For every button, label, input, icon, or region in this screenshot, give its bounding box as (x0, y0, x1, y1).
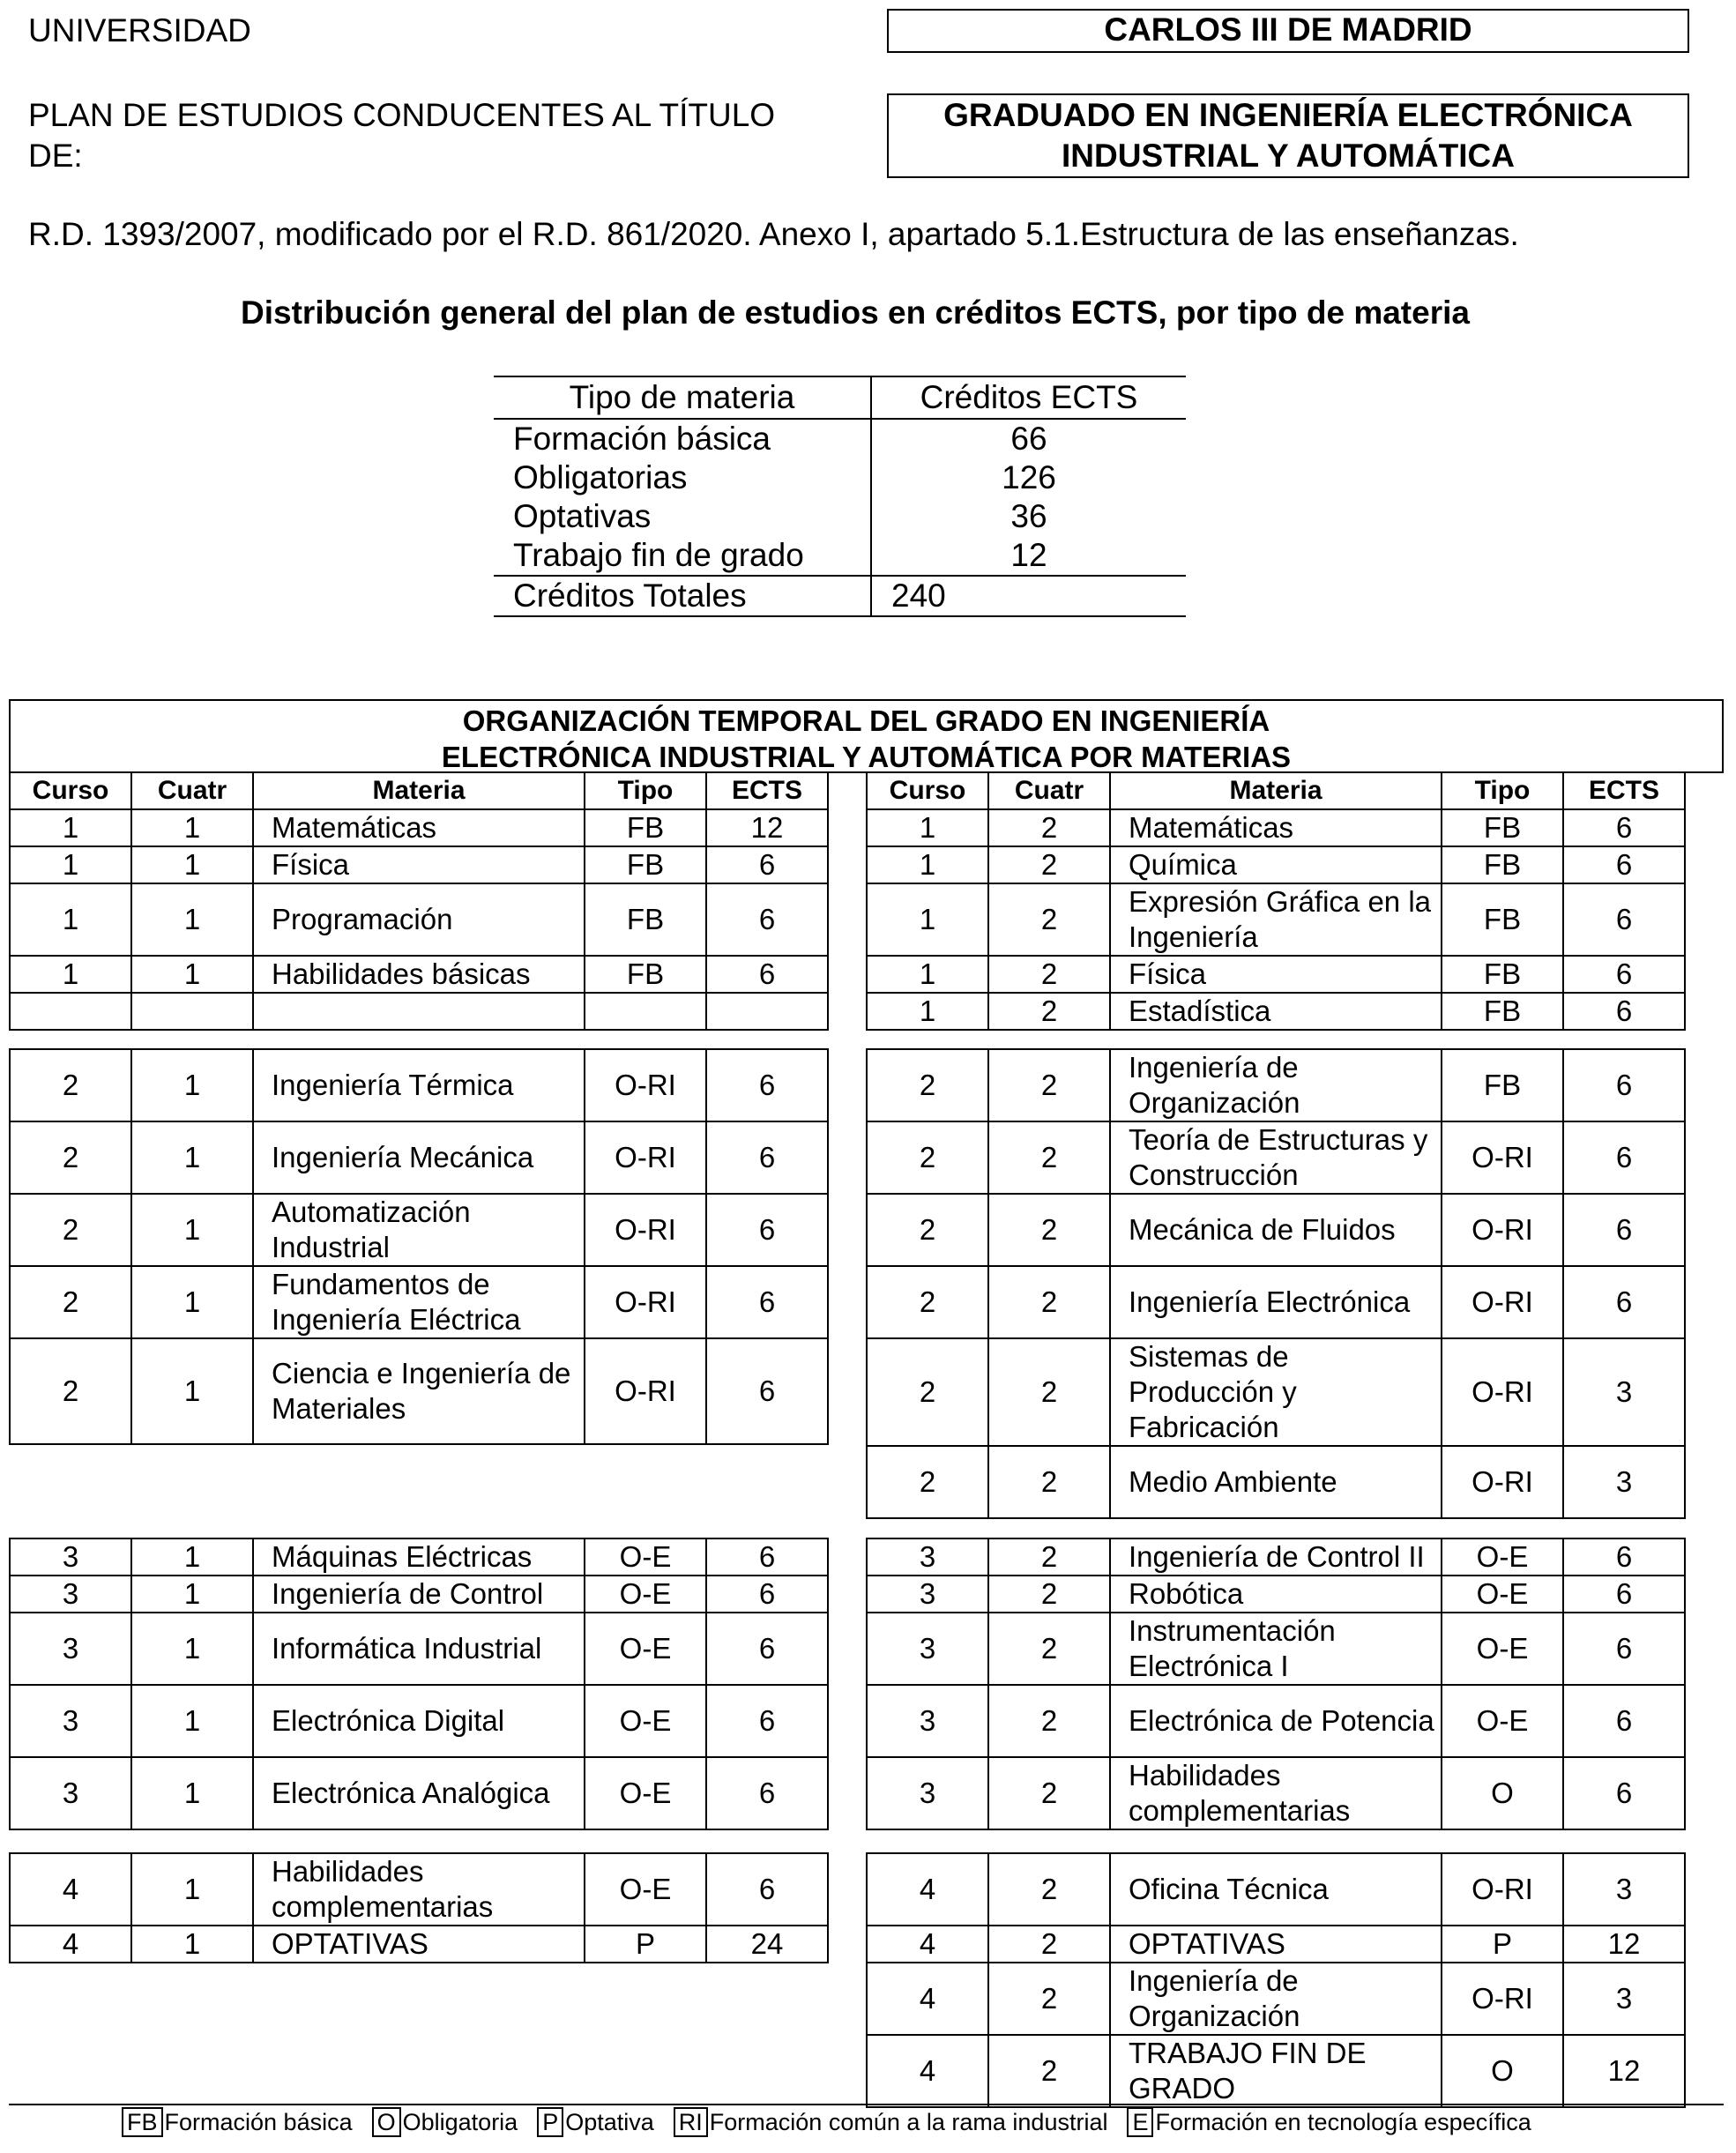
course-tipo: O-RI (1442, 1194, 1563, 1266)
course-cuatr: 1 (131, 1194, 253, 1266)
legend-code: E (1127, 2107, 1153, 2137)
universidad-label: UNIVERSIDAD (28, 12, 251, 48)
summary-tipo: Optativas (513, 498, 652, 534)
course-cuatr: 1 (131, 1338, 253, 1444)
course-curso: 3 (867, 1576, 988, 1613)
course-tipo: P (585, 1926, 706, 1963)
course-tipo: O-RI (585, 1266, 706, 1338)
course-ects: 3 (1563, 1446, 1685, 1518)
course-ects: 24 (706, 1926, 828, 1963)
course-curso: 4 (10, 1926, 131, 1963)
course-ects: 6 (706, 1338, 828, 1444)
course-curso: 1 (10, 883, 131, 956)
course-curso: 4 (867, 2035, 988, 2107)
course-curso: 1 (867, 809, 988, 846)
course-cuatr: 2 (988, 809, 1110, 846)
course-ects: 6 (706, 1576, 828, 1613)
course-row (867, 1266, 1685, 1338)
universidad-name: CARLOS III DE MADRID (1104, 11, 1472, 48)
course-tipo: O-E (585, 1685, 706, 1757)
course-tipo: FB (1442, 883, 1563, 956)
summary-total-value: 240 (871, 576, 1186, 616)
summary-creditos: 36 (871, 497, 1186, 536)
course-materia: Máquinas Eléctricas (253, 1538, 585, 1576)
course-ects: 6 (706, 1613, 828, 1685)
course-materia: Estadística (1110, 993, 1442, 1030)
course-row (867, 883, 1685, 956)
course-ects: 6 (706, 1194, 828, 1266)
course-materia: Teoría de Estructuras y Construcción (1110, 1121, 1442, 1194)
course-cuatr: 2 (988, 1194, 1110, 1266)
course-row (867, 846, 1685, 883)
summary-header-row (494, 376, 1186, 419)
course-materia: OPTATIVAS (253, 1926, 585, 1963)
course-ects: 3 (1563, 1963, 1685, 2035)
course-tipo: O-E (585, 1576, 706, 1613)
course-ects: 12 (1563, 1926, 1685, 1963)
summary-col-tipo: Tipo de materia (494, 376, 871, 419)
course-cuatr: 2 (988, 956, 1110, 993)
course-tipo: O-E (585, 1757, 706, 1829)
course-tipo: O-RI (585, 1338, 706, 1444)
course-materia: Robótica (1110, 1576, 1442, 1613)
course-materia: Oficina Técnica (1110, 1853, 1442, 1926)
course-curso: 2 (10, 1194, 131, 1266)
course-row (10, 1049, 828, 1121)
course-group-left-3 (9, 1538, 829, 1830)
course-header-row (867, 772, 1685, 809)
course-ects: 6 (1563, 1757, 1685, 1829)
course-ects: 6 (1563, 1194, 1685, 1266)
course-materia: Matemáticas (1110, 809, 1442, 846)
course-tipo: FB (585, 956, 706, 993)
course-ects: 3 (1563, 1853, 1685, 1926)
course-cuatr: 2 (988, 1926, 1110, 1963)
course-row (10, 809, 828, 846)
course-tipo: O-E (585, 1538, 706, 1576)
course-curso: 1 (867, 993, 988, 1030)
course-ects: 12 (706, 809, 828, 846)
course-tipo: FB (585, 846, 706, 883)
course-row (10, 883, 828, 956)
legend-code: P (537, 2107, 563, 2137)
course-cuatr: 1 (131, 1576, 253, 1613)
course-ects: 6 (706, 1266, 828, 1338)
titulo-value-line-2: INDUSTRIAL Y AUTOMÁTICA (1062, 138, 1515, 174)
course-ects: 6 (706, 956, 828, 993)
course-materia: Habilidades complementarias (253, 1853, 585, 1926)
course-ects: 6 (706, 1757, 828, 1829)
course-curso: 4 (867, 1926, 988, 1963)
legend-item (537, 2109, 654, 2135)
course-tipo: O (1442, 1757, 1563, 1829)
course-tipo: O (1442, 2035, 1563, 2107)
course-curso: 4 (867, 1853, 988, 1926)
column-header-curso: Curso (10, 772, 131, 809)
course-cuatr: 2 (988, 1613, 1110, 1685)
rd-reference: R.D. 1393/2007, modificado por el R.D. 861/2020. Anexo I, apartado 5.1.Estructura de las enseñanzas. (28, 216, 1519, 252)
summary-creditos: 12 (871, 536, 1186, 576)
course-row (10, 1757, 828, 1829)
column-header-tipo: Tipo (585, 772, 706, 809)
course-ects: 6 (1563, 1685, 1685, 1757)
course-ects: 6 (1563, 1613, 1685, 1685)
course-curso: 1 (10, 846, 131, 883)
course-cuatr: 1 (131, 883, 253, 956)
course-row (10, 1194, 828, 1266)
course-materia: Física (1110, 956, 1442, 993)
org-title (9, 699, 1724, 773)
course-ects: 6 (1563, 956, 1685, 993)
course-row (10, 1926, 828, 1963)
course-cuatr: 2 (988, 1121, 1110, 1194)
titulo-label-line-2: DE: (28, 138, 83, 174)
legend-divider (9, 2104, 1724, 2105)
summary-total-label: Créditos Totales (494, 576, 871, 616)
course-materia: Física (253, 846, 585, 883)
course-row (867, 1685, 1685, 1757)
course-header-row (10, 772, 828, 809)
legend-item (372, 2109, 518, 2135)
summary-row (494, 458, 1186, 497)
course-group-left-2 (9, 1048, 829, 1445)
titulo-value-line-1: GRADUADO EN INGENIERÍA ELECTRÓNICA (943, 97, 1633, 133)
summary-total-row (494, 576, 1186, 616)
course-curso: 3 (867, 1538, 988, 1576)
course-row (867, 993, 1685, 1030)
legend-item (674, 2109, 1108, 2135)
course-row (867, 1963, 1685, 2035)
course-cuatr: 2 (988, 883, 1110, 956)
course-tipo: O-E (585, 1613, 706, 1685)
course-cuatr: 2 (988, 1576, 1110, 1613)
summary-title: Distribución general del plan de estudios en créditos ECTS, por tipo de materia (241, 294, 1470, 331)
summary-row (494, 536, 1186, 576)
course-materia: Ingeniería de Control II (1110, 1538, 1442, 1576)
legend-label: Formación común a la rama industrial (709, 2109, 1108, 2135)
course-materia: Electrónica de Potencia (1110, 1685, 1442, 1757)
course-tipo: O-RI (585, 1121, 706, 1194)
course-materia: Ingeniería Electrónica (1110, 1266, 1442, 1338)
course-materia: Instrumentación Electrónica I (1110, 1613, 1442, 1685)
course-ects: 12 (1563, 2035, 1685, 2107)
course-tipo: O-RI (1442, 1266, 1563, 1338)
course-cuatr: 2 (988, 846, 1110, 883)
course-cuatr: 1 (131, 956, 253, 993)
course-ects: 6 (706, 1685, 828, 1757)
course-materia: Expresión Gráfica en la Ingeniería (1110, 883, 1442, 956)
course-tipo: P (1442, 1926, 1563, 1963)
course-cuatr: 1 (131, 1685, 253, 1757)
course-curso: 1 (867, 956, 988, 993)
legend-code: FB (122, 2107, 163, 2137)
course-ects: 6 (706, 1049, 828, 1121)
course-ects: 6 (1563, 1049, 1685, 1121)
course-curso: 2 (10, 1266, 131, 1338)
course-curso: 3 (10, 1685, 131, 1757)
course-curso: 1 (867, 883, 988, 956)
course-row (10, 993, 828, 1030)
course-row (10, 846, 828, 883)
course-materia: Ingeniería de Organización (1110, 1963, 1442, 2035)
course-materia: Ingeniería de Organización (1110, 1049, 1442, 1121)
course-cuatr: 1 (131, 1853, 253, 1926)
course-curso: 2 (867, 1194, 988, 1266)
course-ects: 3 (1563, 1338, 1685, 1446)
summary-creditos: 66 (871, 419, 1186, 458)
course-tipo: O-E (1442, 1538, 1563, 1576)
course-curso: 2 (10, 1338, 131, 1444)
course-tipo: O-RI (1442, 1338, 1563, 1446)
course-tipo: O-RI (1442, 1853, 1563, 1926)
titulo-label (28, 95, 775, 176)
legend-label: Formación básica (164, 2109, 353, 2135)
course-tipo: FB (1442, 1049, 1563, 1121)
course-cuatr: 1 (131, 1121, 253, 1194)
course-row (867, 1538, 1685, 1576)
course-ects: 6 (1563, 1266, 1685, 1338)
org-title-line-2: ELECTRÓNICA INDUSTRIAL Y AUTOMÁTICA POR MATERIAS (441, 741, 1292, 773)
course-cuatr: 2 (988, 1757, 1110, 1829)
course-row (10, 1338, 828, 1444)
course-ects: 6 (706, 1121, 828, 1194)
course-curso: 2 (867, 1049, 988, 1121)
legend-label: Formación en tecnología específica (1155, 2109, 1531, 2135)
column-header-curso: Curso (867, 772, 988, 809)
course-tipo: FB (1442, 993, 1563, 1030)
course-cuatr: 2 (988, 993, 1110, 1030)
course-row (10, 1121, 828, 1194)
legend-code: RI (674, 2107, 708, 2137)
course-materia: Programación (253, 883, 585, 956)
course-cuatr: 1 (131, 1613, 253, 1685)
course-group-left-4 (9, 1852, 829, 1963)
course-row (867, 1926, 1685, 1963)
summary-tipo: Obligatorias (513, 459, 688, 495)
course-ects: 6 (1563, 1538, 1685, 1576)
course-materia: Habilidades básicas (253, 956, 585, 993)
course-row (867, 956, 1685, 993)
course-row (867, 1049, 1685, 1121)
legend-label: Optativa (565, 2109, 654, 2135)
course-cuatr: 1 (131, 846, 253, 883)
course-materia: Ciencia e Ingeniería de Materiales (253, 1338, 585, 1444)
summary-row (494, 497, 1186, 536)
course-tipo: O-E (1442, 1613, 1563, 1685)
legend-label: Obligatoria (402, 2109, 518, 2135)
course-ects: 6 (1563, 809, 1685, 846)
course-curso: 2 (10, 1121, 131, 1194)
course-materia: Automatización Industrial (253, 1194, 585, 1266)
course-cuatr: 1 (131, 1757, 253, 1829)
course-curso: 3 (867, 1685, 988, 1757)
summary-row (494, 419, 1186, 458)
course-cuatr: 2 (988, 1963, 1110, 2035)
legend-item (122, 2109, 353, 2135)
course-tipo: O-RI (1442, 1446, 1563, 1518)
course-materia: Electrónica Analógica (253, 1757, 585, 1829)
course-curso: 4 (10, 1853, 131, 1926)
course-row (10, 956, 828, 993)
course-ects: 6 (1563, 1576, 1685, 1613)
course-materia: Electrónica Digital (253, 1685, 585, 1757)
column-header-tipo: Tipo (1442, 772, 1563, 809)
course-cuatr: 2 (988, 1538, 1110, 1576)
course-cuatr: 2 (988, 1049, 1110, 1121)
course-tipo: O-E (1442, 1685, 1563, 1757)
course-curso: 3 (867, 1613, 988, 1685)
course-materia: Química (1110, 846, 1442, 883)
course-cuatr: 1 (131, 1266, 253, 1338)
course-curso: 3 (10, 1576, 131, 1613)
course-curso: 3 (10, 1757, 131, 1829)
course-curso (10, 993, 131, 1030)
course-tipo: FB (1442, 956, 1563, 993)
course-ects: 6 (1563, 993, 1685, 1030)
universidad-value (887, 9, 1689, 53)
course-cuatr: 1 (131, 1926, 253, 1963)
column-header-materia: Materia (253, 772, 585, 809)
course-curso: 3 (10, 1613, 131, 1685)
course-tipo: O-RI (585, 1049, 706, 1121)
course-tipo: FB (1442, 846, 1563, 883)
course-tipo: O-E (585, 1853, 706, 1926)
course-cuatr: 2 (988, 1266, 1110, 1338)
course-row (867, 1757, 1685, 1829)
course-materia: Mecánica de Fluidos (1110, 1194, 1442, 1266)
course-ects: 6 (706, 1853, 828, 1926)
course-ects: 6 (1563, 1121, 1685, 1194)
course-group-right-1 (866, 771, 1686, 1031)
legend-item (1127, 2109, 1531, 2135)
summary-creditos: 126 (871, 458, 1186, 497)
course-materia: Medio Ambiente (1110, 1446, 1442, 1518)
course-tipo: FB (585, 883, 706, 956)
course-row (10, 1853, 828, 1926)
course-materia: Habilidades complementarias (1110, 1757, 1442, 1829)
course-materia: Matemáticas (253, 809, 585, 846)
course-row (10, 1576, 828, 1613)
course-tipo: O-RI (1442, 1121, 1563, 1194)
course-row (10, 1538, 828, 1576)
course-curso: 1 (867, 846, 988, 883)
titulo-label-line-1: PLAN DE ESTUDIOS CONDUCENTES AL TÍTULO (28, 97, 776, 133)
course-tipo: O-RI (1442, 1963, 1563, 2035)
course-materia: Informática Industrial (253, 1613, 585, 1685)
summary-tipo: Trabajo fin de grado (513, 537, 804, 573)
course-curso: 2 (867, 1338, 988, 1446)
course-ects: 6 (1563, 846, 1685, 883)
course-tipo: O-E (1442, 1576, 1563, 1613)
column-header-materia: Materia (1110, 772, 1442, 809)
course-materia: Ingeniería Térmica (253, 1049, 585, 1121)
course-curso: 3 (10, 1538, 131, 1576)
course-curso: 1 (10, 956, 131, 993)
course-materia: Sistemas de Producción y Fabricación (1110, 1338, 1442, 1446)
course-tipo: FB (1442, 809, 1563, 846)
legend-code: O (372, 2107, 401, 2137)
course-materia: Fundamentos de Ingeniería Eléctrica (253, 1266, 585, 1338)
course-ects: 6 (706, 846, 828, 883)
course-row (867, 1853, 1685, 1926)
course-cuatr: 1 (131, 809, 253, 846)
course-materia: OPTATIVAS (1110, 1926, 1442, 1963)
course-group-right-4 (866, 1852, 1686, 2108)
course-row (867, 1338, 1685, 1446)
column-header-cuatr: Cuatr (131, 772, 253, 809)
course-materia (253, 993, 585, 1030)
course-ects: 6 (1563, 883, 1685, 956)
course-row (867, 1576, 1685, 1613)
course-row (867, 2035, 1685, 2107)
course-curso: 3 (867, 1757, 988, 1829)
course-cuatr: 1 (131, 1049, 253, 1121)
column-header-cuatr: Cuatr (988, 772, 1110, 809)
course-cuatr (131, 993, 253, 1030)
course-row (10, 1613, 828, 1685)
course-cuatr: 2 (988, 1685, 1110, 1757)
course-group-right-3 (866, 1538, 1686, 1830)
summary-tipo: Formación básica (513, 421, 771, 457)
course-curso: 2 (867, 1266, 988, 1338)
course-group-left-1 (9, 771, 829, 1031)
course-cuatr: 2 (988, 1446, 1110, 1518)
course-curso: 2 (867, 1446, 988, 1518)
summary-col-creditos: Créditos ECTS (871, 376, 1186, 419)
course-row (867, 1446, 1685, 1518)
course-cuatr: 1 (131, 1538, 253, 1576)
legend (122, 2107, 1551, 2137)
course-tipo: O-RI (585, 1194, 706, 1266)
course-materia: Ingeniería de Control (253, 1576, 585, 1613)
course-materia: TRABAJO FIN DE GRADO (1110, 2035, 1442, 2107)
titulo-value (887, 93, 1689, 178)
course-curso: 4 (867, 1963, 988, 2035)
column-header-ects: ECTS (706, 772, 828, 809)
course-tipo (585, 993, 706, 1030)
course-row (867, 1121, 1685, 1194)
course-ects: 6 (706, 1538, 828, 1576)
course-ects: 6 (706, 883, 828, 956)
course-row (10, 1266, 828, 1338)
course-cuatr: 2 (988, 2035, 1110, 2107)
course-row (867, 1194, 1685, 1266)
course-materia: Ingeniería Mecánica (253, 1121, 585, 1194)
course-tipo: FB (585, 809, 706, 846)
summary-table (494, 376, 1186, 617)
column-header-ects: ECTS (1563, 772, 1685, 809)
org-title-line-1: ORGANIZACIÓN TEMPORAL DEL GRADO EN INGENIERÍA (462, 704, 1270, 737)
course-curso: 2 (867, 1121, 988, 1194)
course-row (867, 809, 1685, 846)
course-group-right-2 (866, 1048, 1686, 1519)
course-cuatr: 2 (988, 1853, 1110, 1926)
course-row (10, 1685, 828, 1757)
course-curso: 1 (10, 809, 131, 846)
course-curso: 2 (10, 1049, 131, 1121)
course-cuatr: 2 (988, 1338, 1110, 1446)
course-row (867, 1613, 1685, 1685)
course-ects (706, 993, 828, 1030)
